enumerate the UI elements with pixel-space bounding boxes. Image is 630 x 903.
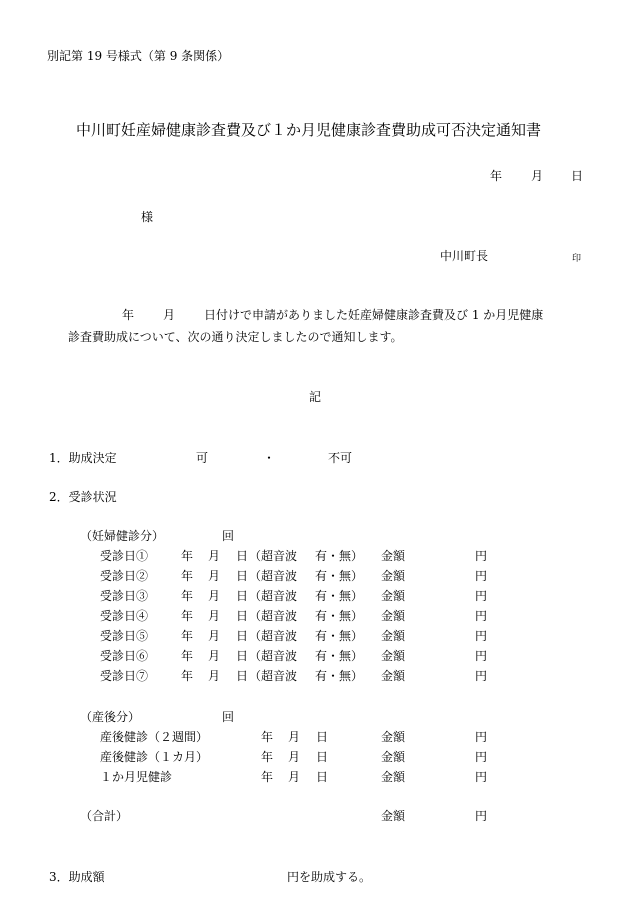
amount-label: 金額 [381, 669, 406, 683]
date-month: 月 [531, 169, 544, 183]
postpartum-header: （産後分） [80, 710, 141, 724]
yen-unit: 円 [475, 730, 488, 744]
visit-year: 年 [261, 750, 274, 764]
ultrasound-option: 有・無） [315, 569, 364, 583]
visit-month: 月 [288, 730, 301, 744]
visit-day: 日 [236, 609, 249, 623]
date-year: 年 [490, 169, 503, 183]
ultrasound-label: （超音波 [249, 589, 298, 603]
visit-year: 年 [181, 549, 194, 563]
amount-label: 金額 [381, 589, 406, 603]
visit-day: 日 [236, 629, 249, 643]
amount-label: 金額 [381, 649, 406, 663]
visit-month: 月 [208, 649, 221, 663]
visit-date-label: 受診日② [100, 569, 149, 583]
body-month: 月 [163, 308, 176, 322]
form-number: 別記第 19 号様式（第 9 条関係） [47, 49, 230, 63]
visit-year: 年 [181, 569, 194, 583]
ultrasound-option: 有・無） [315, 589, 364, 603]
decision-approve: 可 [196, 451, 209, 465]
issuer-name: 中川町長 [440, 249, 489, 263]
ultrasound-option: 有・無） [315, 549, 364, 563]
section-decision-label: 1．助成決定 [49, 451, 117, 465]
ultrasound-label: （超音波 [249, 569, 298, 583]
body-line1: 日付けで申請がありました妊産婦健康診査費及び 1 か月児健康 [204, 308, 544, 322]
total-yen: 円 [475, 809, 488, 823]
pregnancy-count-unit: 回 [222, 529, 235, 543]
amount-label: 金額 [381, 609, 406, 623]
yen-unit: 円 [475, 669, 488, 683]
visit-date-label: 産後健診（２週間） [100, 730, 209, 744]
yen-unit: 円 [475, 609, 488, 623]
addressee-honorific: 様 [141, 210, 154, 224]
visit-row [0, 727, 630, 747]
amount-label: 金額 [381, 549, 406, 563]
amount-label: 金額 [381, 730, 406, 744]
visit-date-label: 受診日⑦ [100, 669, 149, 683]
postpartum-count-unit: 回 [222, 710, 235, 724]
amount-label: 金額 [381, 569, 406, 583]
visit-year: 年 [181, 609, 194, 623]
decision-separator: ・ [263, 451, 276, 465]
visit-date-label: 受診日④ [100, 609, 149, 623]
visit-month: 月 [208, 629, 221, 643]
visit-year: 年 [181, 669, 194, 683]
visit-month: 月 [208, 609, 221, 623]
ultrasound-option: 有・無） [315, 629, 364, 643]
date-day: 日 [571, 169, 584, 183]
visit-date-label: 受診日⑤ [100, 629, 149, 643]
section-amount-label: 3．助成額 [49, 870, 105, 884]
body-year: 年 [122, 308, 135, 322]
yen-unit: 円 [475, 569, 488, 583]
visit-day: 日 [316, 770, 329, 784]
ultrasound-label: （超音波 [249, 649, 298, 663]
visit-month: 月 [288, 770, 301, 784]
visit-row [0, 747, 630, 767]
visit-year: 年 [261, 770, 274, 784]
visit-month: 月 [288, 750, 301, 764]
visit-day: 日 [236, 669, 249, 683]
visit-row [0, 566, 630, 586]
visit-year: 年 [181, 629, 194, 643]
visit-day: 日 [236, 549, 249, 563]
yen-unit: 円 [475, 649, 488, 663]
visit-row [0, 646, 630, 666]
visit-day: 日 [236, 649, 249, 663]
visit-month: 月 [208, 589, 221, 603]
visit-row [0, 546, 630, 566]
visit-year: 年 [261, 730, 274, 744]
visit-day: 日 [316, 750, 329, 764]
total-label: （合計） [80, 809, 129, 823]
yen-unit: 円 [475, 750, 488, 764]
visit-month: 月 [208, 569, 221, 583]
visit-day: 日 [236, 589, 249, 603]
visit-month: 月 [208, 669, 221, 683]
visit-row [0, 626, 630, 646]
ultrasound-label: （超音波 [249, 549, 298, 563]
ultrasound-label: （超音波 [249, 609, 298, 623]
visit-date-label: 受診日③ [100, 589, 149, 603]
body-line2: 診査費助成について、次の通り決定しましたので通知します。 [68, 330, 403, 344]
visit-date-label: 産後健診（１カ月） [100, 750, 209, 764]
visit-date-label: 受診日⑥ [100, 649, 149, 663]
visit-month: 月 [208, 549, 221, 563]
visit-row [0, 767, 630, 787]
ultrasound-label: （超音波 [249, 629, 298, 643]
visit-day: 日 [316, 730, 329, 744]
ultrasound-option: 有・無） [315, 609, 364, 623]
visit-day: 日 [236, 569, 249, 583]
yen-unit: 円 [475, 770, 488, 784]
amount-label: 金額 [381, 629, 406, 643]
amount-label: 金額 [381, 750, 406, 764]
visit-date-label: 受診日① [100, 549, 149, 563]
visit-row [0, 606, 630, 626]
pregnancy-header: （妊婦健診分） [80, 529, 165, 543]
visit-row [0, 666, 630, 686]
visit-date-label: １か月児健診 [100, 770, 173, 784]
section-status-label: 2．受診状況 [49, 490, 117, 504]
total-amount-label: 金額 [381, 809, 406, 823]
amount-text: 円を助成する。 [287, 870, 372, 884]
ultrasound-label: （超音波 [249, 669, 298, 683]
amount-label: 金額 [381, 770, 406, 784]
document-title: 中川町妊産婦健康診査費及び１か月児健康診査費助成可否決定通知書 [76, 121, 542, 139]
yen-unit: 円 [475, 589, 488, 603]
ultrasound-option: 有・無） [315, 669, 364, 683]
seal-mark: 印 [572, 254, 582, 264]
visit-year: 年 [181, 589, 194, 603]
visit-row [0, 586, 630, 606]
decision-reject: 不可 [328, 451, 353, 465]
yen-unit: 円 [475, 629, 488, 643]
ultrasound-option: 有・無） [315, 649, 364, 663]
yen-unit: 円 [475, 549, 488, 563]
ki-heading: 記 [309, 390, 322, 404]
visit-year: 年 [181, 649, 194, 663]
